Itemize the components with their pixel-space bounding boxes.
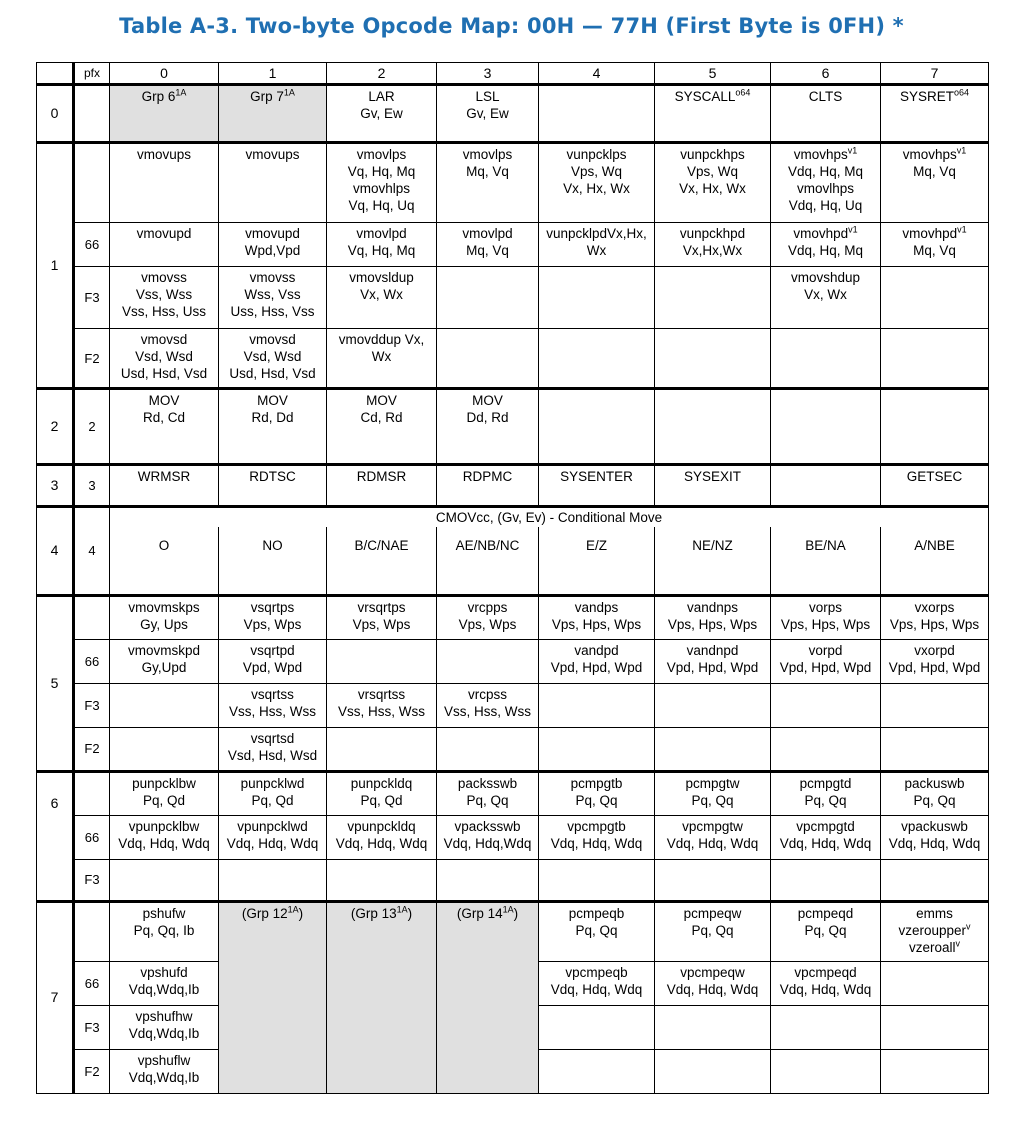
opcode-cell bbox=[327, 859, 437, 901]
pfx-cell bbox=[74, 143, 110, 223]
pfx-cell: 3 bbox=[74, 465, 110, 507]
table-row bbox=[37, 507, 989, 528]
opcode-cell bbox=[655, 329, 771, 389]
opcode-cell bbox=[655, 1049, 771, 1093]
opcode-cell bbox=[655, 267, 771, 329]
opcode-cell: RDMSR bbox=[327, 465, 437, 507]
opcode-cell: vmovhps$^{v1}$ Mq, Vq bbox=[881, 143, 989, 223]
opcode-cell: pcmpgtw Pq, Qq bbox=[655, 771, 771, 815]
row-label: 3 bbox=[37, 465, 74, 507]
opcode-cell: vandnpd Vpd, Hpd, Wpd bbox=[655, 639, 771, 683]
opcode-cell bbox=[881, 267, 989, 329]
table-row bbox=[37, 329, 989, 389]
opcode-cell: BE/NA bbox=[771, 527, 881, 595]
opcode-cell bbox=[771, 329, 881, 389]
opcode-cell bbox=[881, 389, 989, 465]
col-header: 2 bbox=[327, 63, 437, 85]
pfx-cell: 2 bbox=[74, 389, 110, 465]
opcode-cell bbox=[539, 329, 655, 389]
opcode-cell: WRMSR bbox=[110, 465, 219, 507]
row-label: 5 bbox=[37, 595, 74, 771]
opcode-cell: vsqrtsd Vsd, Hsd, Wsd bbox=[219, 727, 327, 771]
opcode-cell bbox=[110, 859, 219, 901]
opcode-cell bbox=[437, 267, 539, 329]
opcode-cell: SYSEXIT bbox=[655, 465, 771, 507]
table-row bbox=[37, 639, 989, 683]
opcode-cell bbox=[771, 683, 881, 727]
opcode-cell: vsqrtss Vss, Hss, Wss bbox=[219, 683, 327, 727]
opcode-cell: vorps Vps, Hps, Wps bbox=[771, 595, 881, 639]
opcode-cell: vrcpss Vss, Hss, Wss bbox=[437, 683, 539, 727]
opcode-cell: vmovups bbox=[110, 143, 219, 223]
opcode-cell: vmovddup Vx, Wx bbox=[327, 329, 437, 389]
opcode-cell bbox=[655, 683, 771, 727]
opcode-cell: E/Z bbox=[539, 527, 655, 595]
opcode-cell: NE/NZ bbox=[655, 527, 771, 595]
table-row bbox=[37, 223, 989, 267]
table-row bbox=[37, 143, 989, 223]
opcode-cell: vsqrtps Vps, Wps bbox=[219, 595, 327, 639]
opcode-cell: vpshufd Vdq,Wdq,Ib bbox=[110, 961, 219, 1005]
table-title: Table A-3. Two-byte Opcode Map: 00H — 77H (First Byte is 0FH) * bbox=[119, 14, 904, 38]
opcode-cell bbox=[539, 859, 655, 901]
opcode-cell bbox=[771, 1049, 881, 1093]
opcode-cell: vpcmpgtb Vdq, Hdq, Wdq bbox=[539, 815, 655, 859]
opcode-cell bbox=[539, 85, 655, 143]
opcode-cell: vsqrtpd Vpd, Wpd bbox=[219, 639, 327, 683]
header-row bbox=[37, 63, 989, 85]
pfx-cell: F3 bbox=[74, 267, 110, 329]
opcode-cell: vmovhpd$^{v1}$ Vdq, Hq, Mq bbox=[771, 223, 881, 267]
opcode-cell: vrsqrtps Vps, Wps bbox=[327, 595, 437, 639]
opcode-cell: punpcklbw Pq, Qd bbox=[110, 771, 219, 815]
opcode-cell: vmovmskpd Gy,Upd bbox=[110, 639, 219, 683]
opcode-cell: vpcmpeqw Vdq, Hdq, Wdq bbox=[655, 961, 771, 1005]
row-label: 0 bbox=[37, 85, 74, 143]
opcode-cell bbox=[437, 639, 539, 683]
opcode-cell bbox=[771, 859, 881, 901]
opcode-cell bbox=[110, 683, 219, 727]
opcode-cell: MOV Cd, Rd bbox=[327, 389, 437, 465]
opcode-cell bbox=[219, 859, 327, 901]
opcode-cell: $SYSRET^{o64}$ bbox=[881, 85, 989, 143]
opcode-cell: vmovsd Vsd, Wsd Usd, Hsd, Vsd bbox=[110, 329, 219, 389]
opcode-cell: vrsqrtss Vss, Hss, Wss bbox=[327, 683, 437, 727]
opcode-cell bbox=[539, 1005, 655, 1049]
opcode-cell: vmovsldup Vx, Wx bbox=[327, 267, 437, 329]
pfx-cell bbox=[74, 901, 110, 961]
opcode-cell bbox=[881, 727, 989, 771]
col-header: 4 bbox=[539, 63, 655, 85]
opcode-cell: vrcpps Vps, Wps bbox=[437, 595, 539, 639]
opcode-cell: Grp $6^{1A}$ bbox=[110, 85, 219, 143]
pfx-cell: 66 bbox=[74, 815, 110, 859]
opcode-cell: Grp $7^{1A}$ bbox=[219, 85, 327, 143]
opcode-cell bbox=[539, 727, 655, 771]
opcode-cell bbox=[539, 389, 655, 465]
opcode-cell: vmovupd bbox=[110, 223, 219, 267]
pfx-cell: 66 bbox=[74, 639, 110, 683]
opcode-cell: RDPMC bbox=[437, 465, 539, 507]
row-label: 1 bbox=[37, 143, 74, 389]
table-row bbox=[37, 85, 989, 143]
opcode-cell: MOV Dd, Rd bbox=[437, 389, 539, 465]
opcode-cell bbox=[539, 267, 655, 329]
opcode-cell: CLTS bbox=[771, 85, 881, 143]
opcode-cell: vmovss Wss, Vss Uss, Hss, Vss bbox=[219, 267, 327, 329]
opcode-cell bbox=[437, 329, 539, 389]
pfx-cell: 66 bbox=[74, 223, 110, 267]
opcode-cell: (Grp $13^{1A}$) bbox=[327, 901, 437, 1093]
pfx-cell: 4 bbox=[74, 507, 110, 596]
opcode-cell: vpunpcklwd Vdq, Hdq, Wdq bbox=[219, 815, 327, 859]
opcode-cell: vmovups bbox=[219, 143, 327, 223]
row-label: 6 bbox=[37, 771, 74, 901]
opcode-cell: packsswb Pq, Qq bbox=[437, 771, 539, 815]
opcode-cell bbox=[655, 389, 771, 465]
table-row bbox=[37, 595, 989, 639]
table-row bbox=[37, 267, 989, 329]
opcode-cell: vmovshdup Vx, Wx bbox=[771, 267, 881, 329]
opcode-cell: vpunpckldq Vdq, Hdq, Wdq bbox=[327, 815, 437, 859]
opcode-cell: pcmpgtd Pq, Qq bbox=[771, 771, 881, 815]
pfx-cell: F2 bbox=[74, 727, 110, 771]
col-header: 1 bbox=[219, 63, 327, 85]
table-row bbox=[37, 771, 989, 815]
pfx-cell: F3 bbox=[74, 683, 110, 727]
col-header: 6 bbox=[771, 63, 881, 85]
table-row bbox=[37, 465, 989, 507]
opcode-cell: O bbox=[110, 527, 219, 595]
opcode-cell bbox=[881, 329, 989, 389]
opcode-cell: vunpckhpd Vx,Hx,Wx bbox=[655, 223, 771, 267]
opcode-cell bbox=[771, 465, 881, 507]
opcode-cell: vmovlpd Vq, Hq, Mq bbox=[327, 223, 437, 267]
opcode-cell: vpcmpgtd Vdq, Hdq, Wdq bbox=[771, 815, 881, 859]
opcode-cell: vmovhps$^{v1}$ Vdq, Hq, Mq vmovlhps Vdq, Hq, Uq bbox=[771, 143, 881, 223]
col-header: 0 bbox=[110, 63, 219, 85]
table-row bbox=[37, 389, 989, 465]
opcode-cell: vmovlps Vq, Hq, Mq vmovhlps Vq, Hq, Uq bbox=[327, 143, 437, 223]
pfx-cell: F3 bbox=[74, 859, 110, 901]
opcode-cell bbox=[881, 961, 989, 1005]
opcode-cell: vmovmskps Gy, Ups bbox=[110, 595, 219, 639]
row-label: 4 bbox=[37, 507, 74, 596]
opcode-cell: vandps Vps, Hps, Wps bbox=[539, 595, 655, 639]
opcode-cell: B/C/NAE bbox=[327, 527, 437, 595]
row-label: 2 bbox=[37, 389, 74, 465]
opcode-cell bbox=[771, 727, 881, 771]
opcode-cell: vmovss Vss, Wss Vss, Hss, Uss bbox=[110, 267, 219, 329]
opcode-cell bbox=[327, 639, 437, 683]
opcode-cell: pshufw Pq, Qq, Ib bbox=[110, 901, 219, 961]
opcode-cell: pcmpgtb Pq, Qq bbox=[539, 771, 655, 815]
opcode-cell bbox=[655, 1005, 771, 1049]
opcode-cell: AE/NB/NC bbox=[437, 527, 539, 595]
pfx-cell: F2 bbox=[74, 329, 110, 389]
opcode-cell: vmovlps Mq, Vq bbox=[437, 143, 539, 223]
opcode-cell bbox=[655, 859, 771, 901]
pfx-cell bbox=[74, 85, 110, 143]
opcode-cell bbox=[655, 727, 771, 771]
table-row bbox=[37, 527, 989, 595]
opcode-cell bbox=[771, 389, 881, 465]
col-header: 7 bbox=[881, 63, 989, 85]
opcode-cell: vpcmpeqd Vdq, Hdq, Wdq bbox=[771, 961, 881, 1005]
table-row bbox=[37, 901, 989, 961]
cmovcc-header: CMOVcc, (Gv, Ev) - Conditional Move bbox=[110, 507, 989, 528]
pfx-cell bbox=[74, 595, 110, 639]
pfx-header: pfx bbox=[74, 63, 110, 85]
opcode-cell: NO bbox=[219, 527, 327, 595]
pfx-cell: F3 bbox=[74, 1005, 110, 1049]
opcode-cell bbox=[437, 727, 539, 771]
table-row bbox=[37, 815, 989, 859]
opcode-cell bbox=[881, 683, 989, 727]
opcode-cell bbox=[771, 1005, 881, 1049]
row-label: 7 bbox=[37, 901, 74, 1093]
opcode-cell bbox=[539, 1049, 655, 1093]
opcode-cell: pcmpeqd Pq, Qq bbox=[771, 901, 881, 961]
opcode-cell: $SYSCALL^{o64}$ bbox=[655, 85, 771, 143]
opcode-cell bbox=[539, 683, 655, 727]
opcode-cell: vpacksswb Vdq, Hdq,Wdq bbox=[437, 815, 539, 859]
opcode-cell: MOV Rd, Cd bbox=[110, 389, 219, 465]
opcode-cell: vorpd Vpd, Hpd, Wpd bbox=[771, 639, 881, 683]
opcode-cell: vpackuswb Vdq, Hdq, Wdq bbox=[881, 815, 989, 859]
opcode-cell: vmovupd Wpd,Vpd bbox=[219, 223, 327, 267]
opcode-cell: vunpcklpdVx,Hx, Wx bbox=[539, 223, 655, 267]
opcode-cell bbox=[881, 1049, 989, 1093]
corner-cell bbox=[37, 63, 74, 85]
opcode-cell: packuswb Pq, Qq bbox=[881, 771, 989, 815]
opcode-cell: GETSEC bbox=[881, 465, 989, 507]
opcode-cell: vmovhpd$^{v1}$ Mq, Vq bbox=[881, 223, 989, 267]
opcode-cell: RDTSC bbox=[219, 465, 327, 507]
opcode-cell: punpckldq Pq, Qd bbox=[327, 771, 437, 815]
opcode-cell bbox=[881, 859, 989, 901]
opcode-cell: LAR Gv, Ew bbox=[327, 85, 437, 143]
opcode-cell bbox=[110, 727, 219, 771]
opcode-cell: vunpckhps Vps, Wq Vx, Hx, Wx bbox=[655, 143, 771, 223]
opcode-cell: punpcklwd Pq, Qd bbox=[219, 771, 327, 815]
opcode-cell: vxorpd Vpd, Hpd, Wpd bbox=[881, 639, 989, 683]
opcode-cell: vmovlpd Mq, Vq bbox=[437, 223, 539, 267]
opcode-cell: vxorps Vps, Hps, Wps bbox=[881, 595, 989, 639]
opcode-cell bbox=[881, 1005, 989, 1049]
opcode-cell: vpunpcklbw Vdq, Hdq, Wdq bbox=[110, 815, 219, 859]
opcode-cell: vpcmpeqb Vdq, Hdq, Wdq bbox=[539, 961, 655, 1005]
opcode-cell: vandpd Vpd, Hpd, Wpd bbox=[539, 639, 655, 683]
opcode-cell: vmovsd Vsd, Wsd Usd, Hsd, Vsd bbox=[219, 329, 327, 389]
opcode-cell: SYSENTER bbox=[539, 465, 655, 507]
col-header: 5 bbox=[655, 63, 771, 85]
pfx-cell bbox=[74, 771, 110, 815]
opcode-cell: A/NBE bbox=[881, 527, 989, 595]
pfx-cell: 66 bbox=[74, 961, 110, 1005]
opcode-cell: (Grp $12^{1A}$) bbox=[219, 901, 327, 1093]
opcode-cell bbox=[327, 727, 437, 771]
opcode-cell: LSL Gv, Ew bbox=[437, 85, 539, 143]
opcode-cell: vpcmpgtw Vdq, Hdq, Wdq bbox=[655, 815, 771, 859]
table-row bbox=[37, 727, 989, 771]
opcode-cell: vandnps Vps, Hps, Wps bbox=[655, 595, 771, 639]
col-header: 3 bbox=[437, 63, 539, 85]
opcode-cell: emms vzeroupper$^v$ vzeroall$^v$ bbox=[881, 901, 989, 961]
opcode-cell: vunpcklps Vps, Wq Vx, Hx, Wx bbox=[539, 143, 655, 223]
opcode-cell: pcmpeqw Pq, Qq bbox=[655, 901, 771, 961]
opcode-cell: MOV Rd, Dd bbox=[219, 389, 327, 465]
pfx-cell: F2 bbox=[74, 1049, 110, 1093]
opcode-cell: pcmpeqb Pq, Qq bbox=[539, 901, 655, 961]
opcode-cell: (Grp $14^{1A}$) bbox=[437, 901, 539, 1093]
table-row bbox=[37, 683, 989, 727]
opcode-cell: vpshuflw Vdq,Wdq,Ib bbox=[110, 1049, 219, 1093]
opcode-map-table bbox=[36, 62, 989, 1094]
opcode-cell bbox=[437, 859, 539, 901]
opcode-cell: vpshufhw Vdq,Wdq,Ib bbox=[110, 1005, 219, 1049]
table-row bbox=[37, 859, 989, 901]
